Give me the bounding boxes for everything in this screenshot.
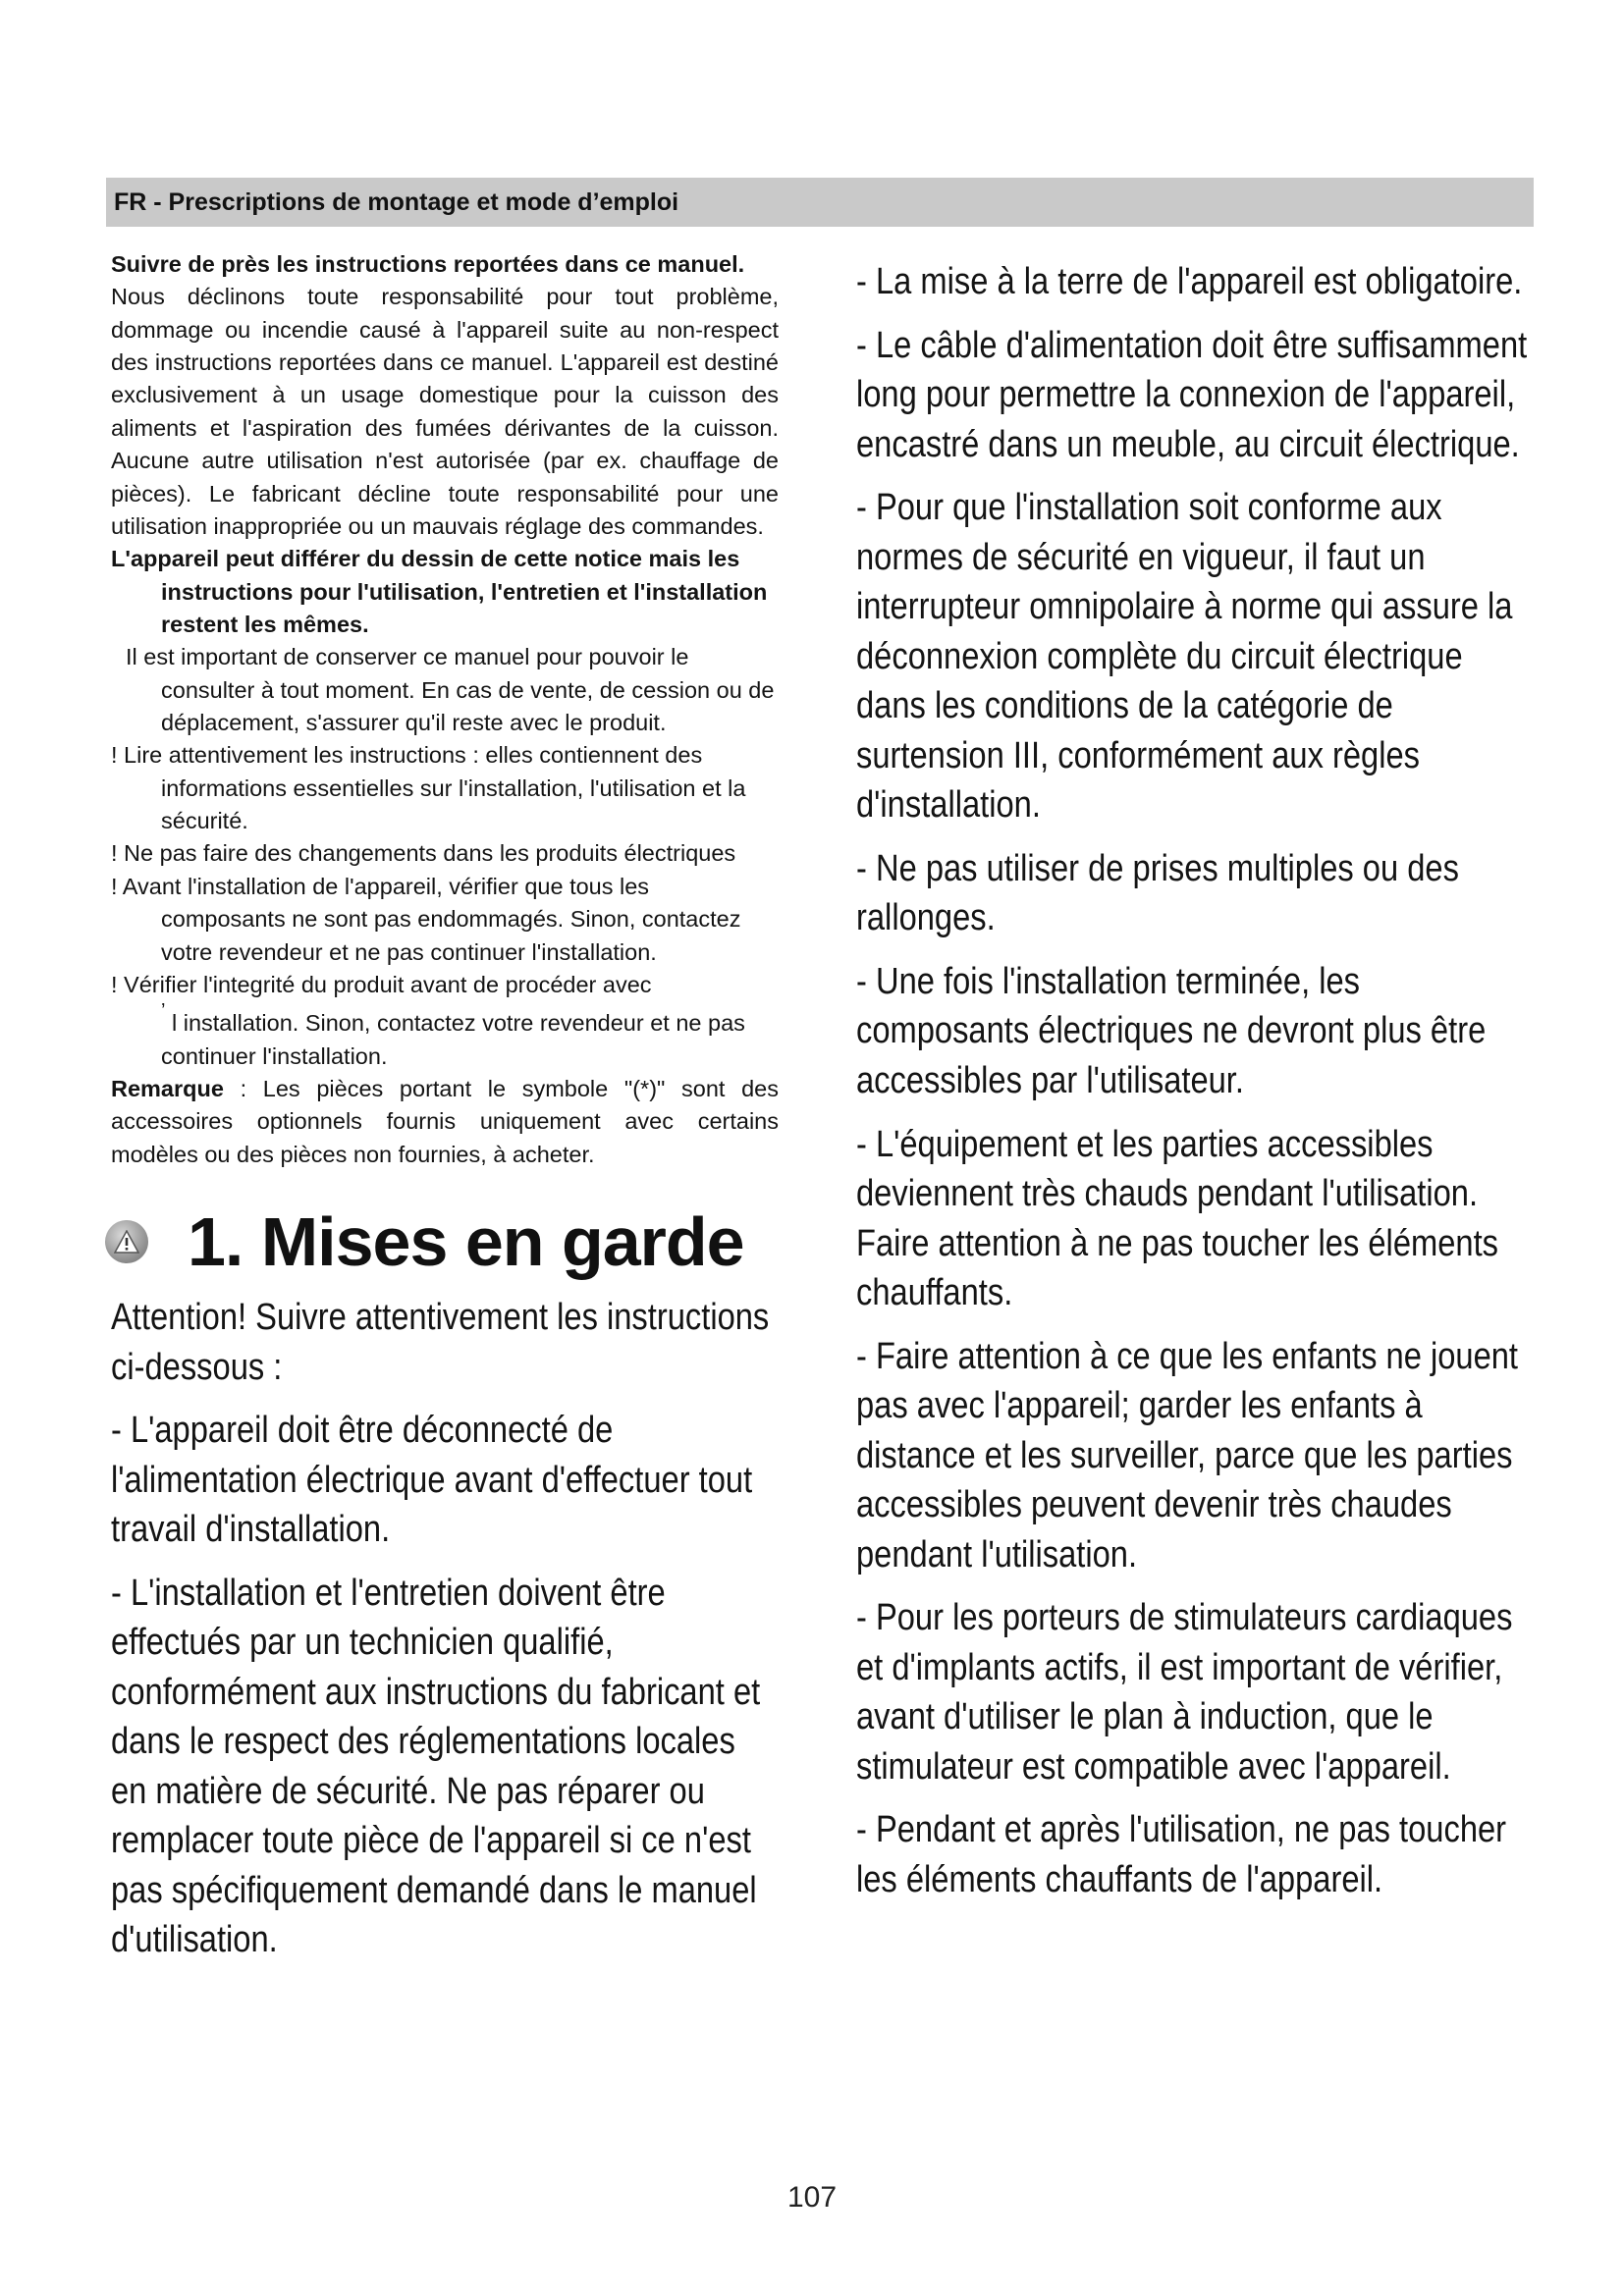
warning-paragraph: - Le câble d'alimentation doit être suffisamment long pour permettre la connexion de l'appareil, encastré dans un meuble, au circuit électrique.	[856, 324, 1528, 465]
verify-line1: ! Vérifier l'integrité du produit avant de procéder avec	[111, 971, 652, 997]
differ-notice: L'appareil peut différer du dessin de cette notice mais les instructions pour l'utilisation, l'entretien et l'installation restent les mêmes.	[111, 546, 768, 637]
warning-paragraph: Attention! Suivre attentivement les instructions ci-dessous :	[111, 1297, 770, 1388]
section-title: 1. Mises en garde	[188, 1203, 744, 1281]
section-heading	[111, 1202, 779, 1281]
intro-bold: Suivre de près les instructions reportées dans ce manuel.	[111, 251, 745, 277]
bullet-item: ! Lire attentivement les instructions : elles contiennent des informations essentielles sur l'installation, l'utilisation et la sécurité.	[111, 742, 746, 834]
verify-apostrophe: ’	[161, 1000, 166, 1023]
remark-label: Remarque	[111, 1075, 224, 1101]
warning-paragraph: - Pour les porteurs de stimulateurs cardiaques et d'implants actifs, il est important de vérifier, avant d'utiliser le plan à induction, que le stimulateur est compatible avec l'appareil.	[856, 1597, 1513, 1788]
warning-paragraph: - L'installation et l'entretien doivent être effectués par un technicien qualifié, conformément aux instructions du fabricant et dans le respect des réglementations locales en matière de sécurité. Ne pas réparer ou remplacer toute pièce de l'appareil si ce n'est pas spécifiquement demandé dans le manuel d'utilisation.	[111, 1572, 761, 1961]
left-column	[111, 248, 779, 1979]
warning-paragraph: - L'appareil doit être déconnecté de l'alimentation électrique avant d'effectuer tout travail d'installation.	[111, 1410, 753, 1551]
warning-paragraph: - Une fois l'installation terminée, les composants électriques ne devront plus être accessibles par l'utilisateur.	[856, 960, 1487, 1101]
verify-item	[111, 969, 779, 1073]
warning-paragraph: - Pendant et après l'utilisation, ne pas toucher les éléments chauffants de l'appareil.	[856, 1809, 1507, 1900]
bullet-item: ! Ne pas faire des changements dans les produits électriques	[111, 840, 736, 867]
intro-text: Nous déclinons toute responsabilité pour tout problème, dommage ou incendie causé à l'appareil suite au non-respect des instructions reportées dans ce manuel. L'appareil est destiné exclusivement à un usage domestique pour la cuisson des aliments et l'aspiration des fumées dérivantes de la cuisson. Aucune autre utilisation n'est autorisée (par ex. chauffage de pièces). Le fabricant décline toute responsabilité pour une utilisation inappropriée ou un mauvais réglage des commandes.	[111, 284, 779, 539]
page-number: 107	[786, 2181, 838, 2214]
warning-paragraph: - La mise à la terre de l'appareil est obligatoire.	[856, 261, 1523, 302]
right-column	[856, 257, 1529, 1918]
bullet-item: ! Avant l'installation de l'appareil, vérifier que tous les composants ne sont pas endommagés. Sinon, contactez votre revendeur et ne pas continuer l'installation.	[111, 873, 741, 965]
warning-paragraph: - Faire attention à ce que les enfants ne jouent pas avec l'appareil; garder les enfants à distance et les surveiller, parce que les parties accessibles peuvent devenir très chaudes pendant l'utilisation.	[856, 1335, 1519, 1575]
verify-line2: l installation. Sinon, contactez votre revendeur et ne pas continuer l'installation.	[161, 1010, 745, 1069]
header-bar	[106, 178, 1534, 227]
keep-manual-text: Il est important de conserver ce manuel pour pouvoir le consulter à tout moment. En cas de vente, de cession ou de déplacement, s'assurer qu'il reste avec le produit.	[126, 644, 775, 736]
remark	[111, 1073, 779, 1171]
warning-icon	[105, 1220, 148, 1263]
header-title: FR - Prescriptions de montage et mode d’emploi	[114, 187, 679, 216]
warning-paragraph: - L'équipement et les parties accessibles deviennent très chauds pendant l'utilisation. Faire attention à ne pas toucher les éléments chauffants.	[856, 1123, 1498, 1314]
warning-paragraph: - Ne pas utiliser de prises multiples ou des rallonges.	[856, 847, 1459, 939]
warning-paragraph: - Pour que l'installation soit conforme aux normes de sécurité en vigueur, il faut un interrupteur omnipolaire à norme qui assure la déconnexion complète du circuit électrique dans les conditions de la catégorie de surtension III, conformément aux règles d'installation.	[856, 487, 1513, 827]
remark-text: : Les pièces portant le symbole "(*)" sont des accessoires optionnels fournis uniquement avec certains modèles ou des pièces non fournies, à acheter.	[111, 1075, 779, 1167]
